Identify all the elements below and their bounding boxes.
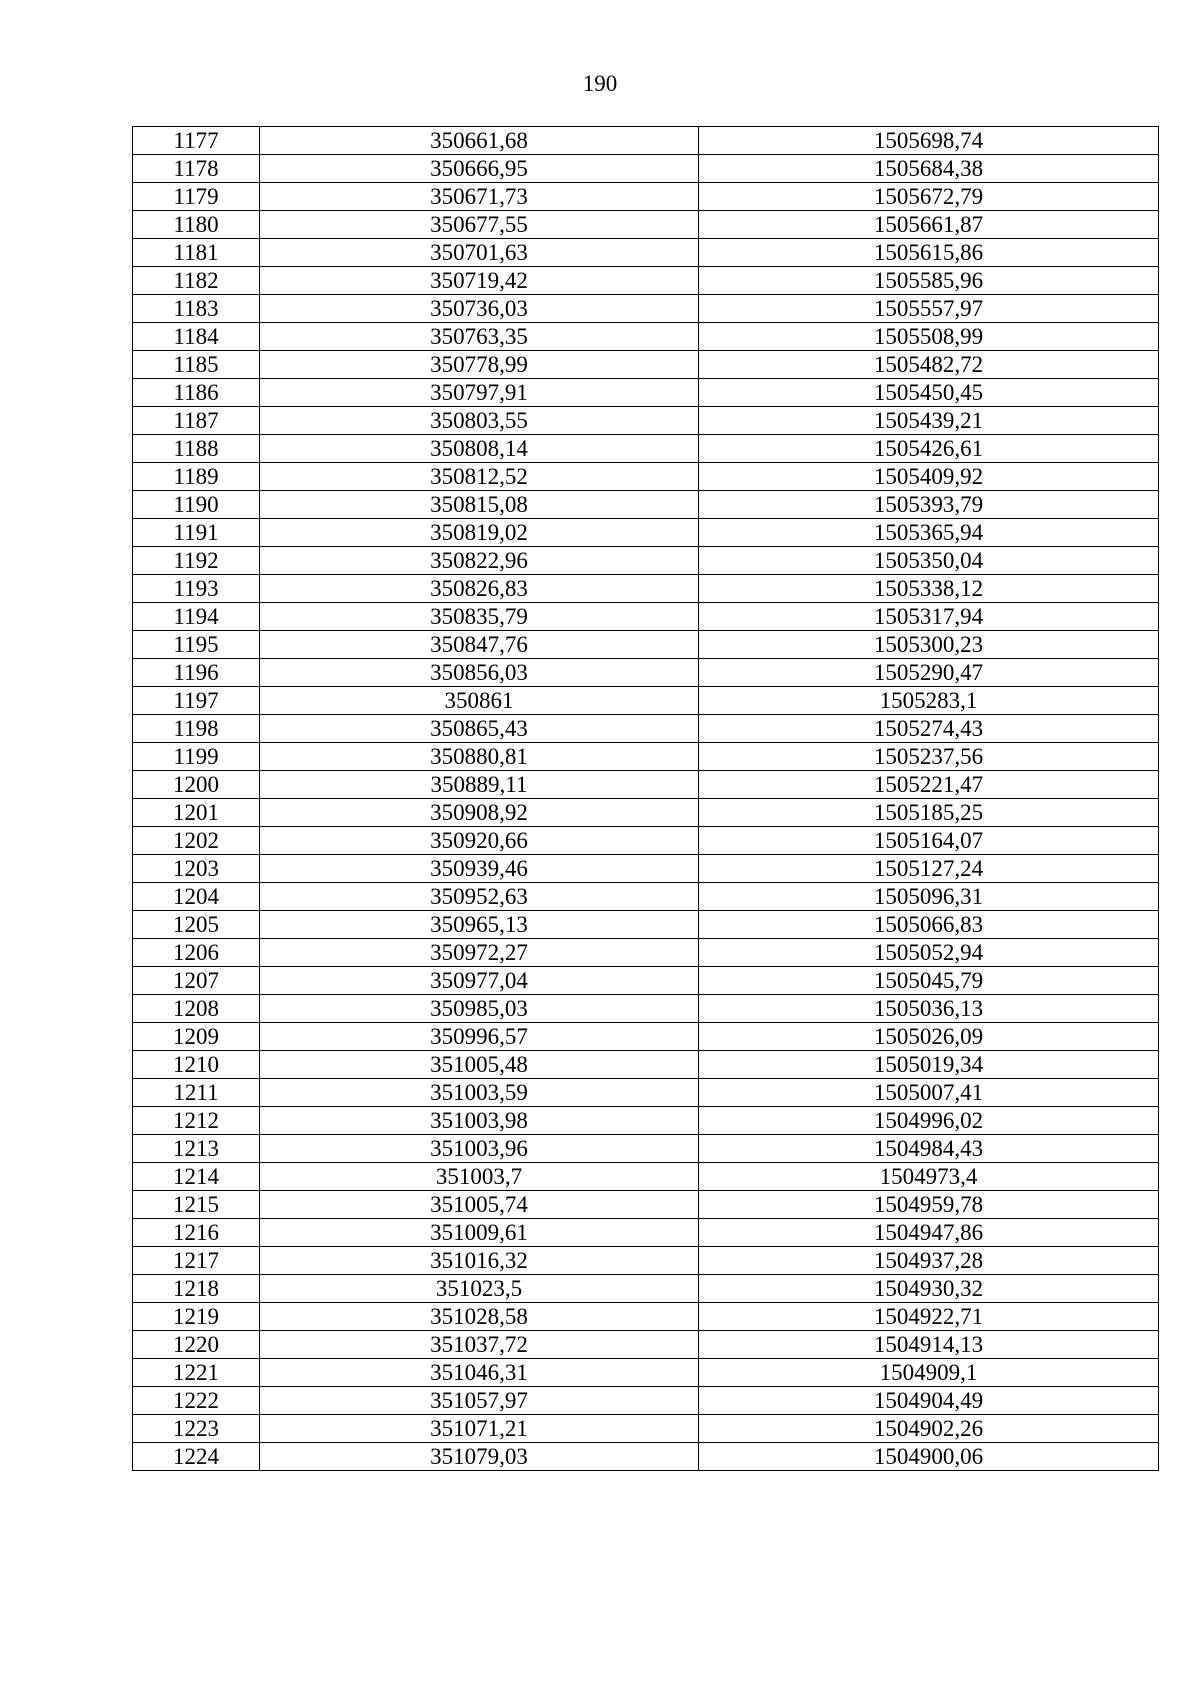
point-number-cell: 1180: [133, 211, 260, 239]
y-coordinate-cell: 1505045,79: [699, 967, 1159, 995]
point-number-cell: 1219: [133, 1303, 260, 1331]
point-number-cell: 1215: [133, 1191, 260, 1219]
point-number-cell: 1205: [133, 911, 260, 939]
x-coordinate-cell: 351005,74: [260, 1191, 699, 1219]
table-row: [133, 1247, 1159, 1275]
table-row: [133, 1387, 1159, 1415]
point-number-cell: 1192: [133, 547, 260, 575]
x-coordinate-cell: 351057,97: [260, 1387, 699, 1415]
point-number-cell: 1193: [133, 575, 260, 603]
table-row: [133, 1303, 1159, 1331]
table-row: [133, 183, 1159, 211]
table-row: [133, 743, 1159, 771]
x-coordinate-cell: 350939,46: [260, 855, 699, 883]
point-number-cell: 1202: [133, 827, 260, 855]
x-coordinate-cell: 351037,72: [260, 1331, 699, 1359]
table-row: [133, 1415, 1159, 1443]
x-coordinate-cell: 351071,21: [260, 1415, 699, 1443]
point-number-cell: 1195: [133, 631, 260, 659]
x-coordinate-cell: 351003,98: [260, 1107, 699, 1135]
x-coordinate-cell: 350763,35: [260, 323, 699, 351]
x-coordinate-cell: 350803,55: [260, 407, 699, 435]
coordinates-table-body: [133, 127, 1159, 1471]
x-coordinate-cell: 350889,11: [260, 771, 699, 799]
y-coordinate-cell: 1504902,26: [699, 1415, 1159, 1443]
table-row: [133, 715, 1159, 743]
x-coordinate-cell: 350671,73: [260, 183, 699, 211]
y-coordinate-cell: 1505026,09: [699, 1023, 1159, 1051]
point-number-cell: 1224: [133, 1443, 260, 1471]
table-row: [133, 799, 1159, 827]
point-number-cell: 1200: [133, 771, 260, 799]
y-coordinate-cell: 1505439,21: [699, 407, 1159, 435]
coordinates-table: [132, 126, 1159, 1471]
table-row: [133, 379, 1159, 407]
x-coordinate-cell: 350826,83: [260, 575, 699, 603]
point-number-cell: 1198: [133, 715, 260, 743]
x-coordinate-cell: 350736,03: [260, 295, 699, 323]
point-number-cell: 1208: [133, 995, 260, 1023]
table-row: [133, 995, 1159, 1023]
y-coordinate-cell: 1505052,94: [699, 939, 1159, 967]
point-number-cell: 1191: [133, 519, 260, 547]
x-coordinate-cell: 350977,04: [260, 967, 699, 995]
y-coordinate-cell: 1505317,94: [699, 603, 1159, 631]
table-row: [133, 575, 1159, 603]
x-coordinate-cell: 350666,95: [260, 155, 699, 183]
table-row: [133, 295, 1159, 323]
table-row: [133, 351, 1159, 379]
table-row: [133, 827, 1159, 855]
y-coordinate-cell: 1504900,06: [699, 1443, 1159, 1471]
table-row: [133, 1331, 1159, 1359]
table-row: [133, 1023, 1159, 1051]
point-number-cell: 1209: [133, 1023, 260, 1051]
table-row: [133, 855, 1159, 883]
point-number-cell: 1211: [133, 1079, 260, 1107]
y-coordinate-cell: 1505096,31: [699, 883, 1159, 911]
table-row: [133, 1219, 1159, 1247]
point-number-cell: 1196: [133, 659, 260, 687]
table-row: [133, 239, 1159, 267]
table-row: [133, 771, 1159, 799]
table-row: [133, 1275, 1159, 1303]
table-row: [133, 267, 1159, 295]
point-number-cell: 1213: [133, 1135, 260, 1163]
table-row: [133, 519, 1159, 547]
point-number-cell: 1197: [133, 687, 260, 715]
x-coordinate-cell: 350847,76: [260, 631, 699, 659]
point-number-cell: 1188: [133, 435, 260, 463]
table-row: [133, 603, 1159, 631]
point-number-cell: 1216: [133, 1219, 260, 1247]
y-coordinate-cell: 1505221,47: [699, 771, 1159, 799]
x-coordinate-cell: 350952,63: [260, 883, 699, 911]
point-number-cell: 1207: [133, 967, 260, 995]
y-coordinate-cell: 1505007,41: [699, 1079, 1159, 1107]
y-coordinate-cell: 1505237,56: [699, 743, 1159, 771]
y-coordinate-cell: 1504996,02: [699, 1107, 1159, 1135]
table-row: [133, 939, 1159, 967]
table-row: [133, 491, 1159, 519]
point-number-cell: 1185: [133, 351, 260, 379]
point-number-cell: 1187: [133, 407, 260, 435]
table-row: [133, 1079, 1159, 1107]
x-coordinate-cell: 350996,57: [260, 1023, 699, 1051]
x-coordinate-cell: 350965,13: [260, 911, 699, 939]
table-row: [133, 547, 1159, 575]
y-coordinate-cell: 1505684,38: [699, 155, 1159, 183]
point-number-cell: 1178: [133, 155, 260, 183]
table-row: [133, 631, 1159, 659]
point-number-cell: 1221: [133, 1359, 260, 1387]
x-coordinate-cell: 350972,27: [260, 939, 699, 967]
y-coordinate-cell: 1504914,13: [699, 1331, 1159, 1359]
x-coordinate-cell: 350880,81: [260, 743, 699, 771]
x-coordinate-cell: 351023,5: [260, 1275, 699, 1303]
x-coordinate-cell: 350985,03: [260, 995, 699, 1023]
table-row: [133, 687, 1159, 715]
y-coordinate-cell: 1505661,87: [699, 211, 1159, 239]
y-coordinate-cell: 1505508,99: [699, 323, 1159, 351]
point-number-cell: 1183: [133, 295, 260, 323]
x-coordinate-cell: 350661,68: [260, 127, 699, 155]
x-coordinate-cell: 350865,43: [260, 715, 699, 743]
y-coordinate-cell: 1504973,4: [699, 1163, 1159, 1191]
point-number-cell: 1190: [133, 491, 260, 519]
y-coordinate-cell: 1505036,13: [699, 995, 1159, 1023]
y-coordinate-cell: 1505365,94: [699, 519, 1159, 547]
y-coordinate-cell: 1505338,12: [699, 575, 1159, 603]
x-coordinate-cell: 350908,92: [260, 799, 699, 827]
x-coordinate-cell: 351003,59: [260, 1079, 699, 1107]
y-coordinate-cell: 1505066,83: [699, 911, 1159, 939]
y-coordinate-cell: 1505585,96: [699, 267, 1159, 295]
x-coordinate-cell: 350856,03: [260, 659, 699, 687]
y-coordinate-cell: 1504922,71: [699, 1303, 1159, 1331]
y-coordinate-cell: 1505672,79: [699, 183, 1159, 211]
table-row: [133, 1359, 1159, 1387]
point-number-cell: 1179: [133, 183, 260, 211]
y-coordinate-cell: 1505557,97: [699, 295, 1159, 323]
point-number-cell: 1217: [133, 1247, 260, 1275]
point-number-cell: 1186: [133, 379, 260, 407]
x-coordinate-cell: 350719,42: [260, 267, 699, 295]
point-number-cell: 1194: [133, 603, 260, 631]
point-number-cell: 1218: [133, 1275, 260, 1303]
table-row: [133, 211, 1159, 239]
table-row: [133, 967, 1159, 995]
x-coordinate-cell: 350861: [260, 687, 699, 715]
x-coordinate-cell: 351079,03: [260, 1443, 699, 1471]
x-coordinate-cell: 350822,96: [260, 547, 699, 575]
x-coordinate-cell: 350808,14: [260, 435, 699, 463]
x-coordinate-cell: 351028,58: [260, 1303, 699, 1331]
table-row: [133, 883, 1159, 911]
x-coordinate-cell: 350819,02: [260, 519, 699, 547]
point-number-cell: 1201: [133, 799, 260, 827]
point-number-cell: 1220: [133, 1331, 260, 1359]
x-coordinate-cell: 350920,66: [260, 827, 699, 855]
x-coordinate-cell: 350835,79: [260, 603, 699, 631]
y-coordinate-cell: 1505127,24: [699, 855, 1159, 883]
table-row: [133, 659, 1159, 687]
table-row: [133, 155, 1159, 183]
point-number-cell: 1189: [133, 463, 260, 491]
x-coordinate-cell: 351046,31: [260, 1359, 699, 1387]
point-number-cell: 1210: [133, 1051, 260, 1079]
y-coordinate-cell: 1504947,86: [699, 1219, 1159, 1247]
x-coordinate-cell: 350797,91: [260, 379, 699, 407]
table-row: [133, 463, 1159, 491]
y-coordinate-cell: 1505274,43: [699, 715, 1159, 743]
point-number-cell: 1212: [133, 1107, 260, 1135]
point-number-cell: 1206: [133, 939, 260, 967]
page-number: 190: [582, 71, 618, 96]
point-number-cell: 1204: [133, 883, 260, 911]
table-row: [133, 1191, 1159, 1219]
x-coordinate-cell: 350677,55: [260, 211, 699, 239]
table-row: [133, 911, 1159, 939]
x-coordinate-cell: 350812,52: [260, 463, 699, 491]
point-number-cell: 1203: [133, 855, 260, 883]
x-coordinate-cell: 350778,99: [260, 351, 699, 379]
y-coordinate-cell: 1505283,1: [699, 687, 1159, 715]
point-number-cell: 1182: [133, 267, 260, 295]
y-coordinate-cell: 1505350,04: [699, 547, 1159, 575]
table-row: [133, 1443, 1159, 1471]
table-row: [133, 435, 1159, 463]
point-number-cell: 1177: [133, 127, 260, 155]
y-coordinate-cell: 1505300,23: [699, 631, 1159, 659]
point-number-cell: 1199: [133, 743, 260, 771]
point-number-cell: 1181: [133, 239, 260, 267]
x-coordinate-cell: 351003,96: [260, 1135, 699, 1163]
point-number-cell: 1223: [133, 1415, 260, 1443]
x-coordinate-cell: 351009,61: [260, 1219, 699, 1247]
y-coordinate-cell: 1505426,61: [699, 435, 1159, 463]
table-row: [133, 1107, 1159, 1135]
y-coordinate-cell: 1505290,47: [699, 659, 1159, 687]
table-row: [133, 1163, 1159, 1191]
y-coordinate-cell: 1504984,43: [699, 1135, 1159, 1163]
y-coordinate-cell: 1504930,32: [699, 1275, 1159, 1303]
x-coordinate-cell: 350701,63: [260, 239, 699, 267]
x-coordinate-cell: 351016,32: [260, 1247, 699, 1275]
y-coordinate-cell: 1504959,78: [699, 1191, 1159, 1219]
y-coordinate-cell: 1505185,25: [699, 799, 1159, 827]
table-row: [133, 1051, 1159, 1079]
y-coordinate-cell: 1505615,86: [699, 239, 1159, 267]
y-coordinate-cell: 1505393,79: [699, 491, 1159, 519]
point-number-cell: 1214: [133, 1163, 260, 1191]
y-coordinate-cell: 1504937,28: [699, 1247, 1159, 1275]
x-coordinate-cell: 351003,7: [260, 1163, 699, 1191]
table-row: [133, 323, 1159, 351]
table-row: [133, 407, 1159, 435]
y-coordinate-cell: 1505698,74: [699, 127, 1159, 155]
y-coordinate-cell: 1505450,45: [699, 379, 1159, 407]
point-number-cell: 1184: [133, 323, 260, 351]
point-number-cell: 1222: [133, 1387, 260, 1415]
y-coordinate-cell: 1505019,34: [699, 1051, 1159, 1079]
y-coordinate-cell: 1505409,92: [699, 463, 1159, 491]
y-coordinate-cell: 1504909,1: [699, 1359, 1159, 1387]
x-coordinate-cell: 351005,48: [260, 1051, 699, 1079]
table-row: [133, 127, 1159, 155]
table-row: [133, 1135, 1159, 1163]
y-coordinate-cell: 1505482,72: [699, 351, 1159, 379]
y-coordinate-cell: 1504904,49: [699, 1387, 1159, 1415]
x-coordinate-cell: 350815,08: [260, 491, 699, 519]
y-coordinate-cell: 1505164,07: [699, 827, 1159, 855]
